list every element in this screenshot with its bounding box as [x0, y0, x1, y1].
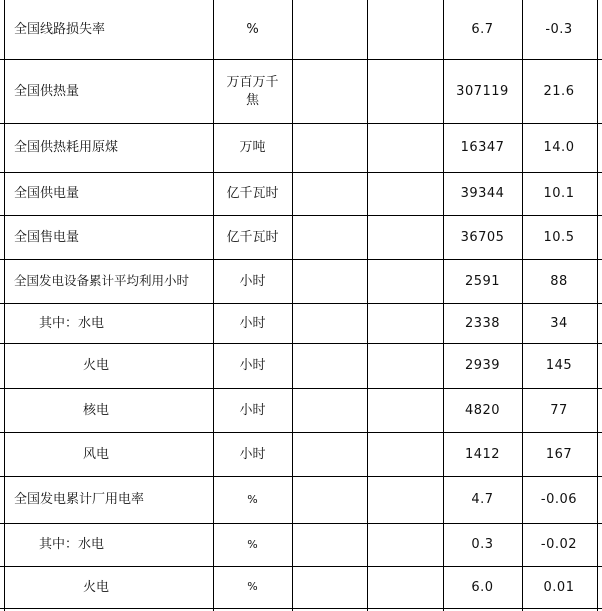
- indicator-unit: 小时: [239, 273, 266, 289]
- indicator-change: 14.0: [543, 140, 575, 156]
- indicator-unit: %: [246, 21, 259, 37]
- indicator-change: 21.6: [543, 83, 575, 99]
- indicator-name: 全国供电量: [14, 186, 80, 202]
- table-row: [0, 344, 602, 388]
- indicator-name: 火电: [83, 358, 110, 374]
- indicator-value: 2338: [464, 315, 501, 331]
- indicator-name: 风电: [83, 446, 110, 462]
- indicator-value: 6.0: [471, 579, 494, 595]
- indicator-change: 77: [550, 402, 568, 418]
- indicator-change: -0.06: [540, 492, 578, 508]
- table-row: [0, 304, 602, 343]
- indicator-unit: 万百万千焦: [226, 74, 279, 108]
- indicator-unit: 小时: [239, 358, 266, 374]
- indicator-unit: %: [247, 580, 258, 594]
- indicator-value: 2591: [464, 273, 501, 289]
- indicator-value: 2939: [464, 358, 501, 374]
- indicator-unit: 小时: [239, 315, 266, 331]
- table-row: [0, 216, 602, 259]
- indicator-unit: %: [247, 537, 258, 551]
- table-row: [0, 60, 602, 123]
- indicator-change: 34: [550, 315, 568, 331]
- indicator-value: 4.7: [471, 492, 494, 508]
- indicator-name: 火电: [83, 579, 110, 595]
- indicator-change: 167: [545, 446, 573, 462]
- indicator-change: -0.02: [540, 537, 578, 553]
- table-row: [0, 124, 602, 172]
- indicator-name: 全国发电设备累计平均利用小时: [14, 273, 190, 289]
- indicator-change: 0.01: [543, 579, 575, 595]
- indicator-unit: %: [247, 492, 258, 506]
- indicator-change: 145: [545, 358, 573, 374]
- table-row: [0, 0, 602, 59]
- indicator-value: 0.3: [471, 537, 494, 553]
- indicator-value: 36705: [460, 229, 505, 245]
- indicator-change: 10.1: [543, 186, 575, 202]
- indicator-change: 10.5: [543, 229, 575, 245]
- table-row: [0, 524, 602, 566]
- table-row: [0, 260, 602, 303]
- row-divider: [0, 608, 602, 609]
- table-row: [0, 477, 602, 523]
- indicator-name: 全国供热耗用原煤: [14, 140, 119, 156]
- indicator-name: 其中：水电: [39, 537, 105, 553]
- indicator-unit: 小时: [239, 402, 266, 418]
- indicator-value: 4820: [464, 402, 501, 418]
- indicator-unit: 亿千瓦时: [226, 186, 279, 202]
- table-row: [0, 433, 602, 476]
- indicator-change: 88: [550, 273, 568, 289]
- indicator-name: 全国供热量: [14, 83, 80, 99]
- indicator-value: 16347: [460, 140, 505, 156]
- indicator-unit: 万吨: [239, 140, 266, 156]
- indicator-change: -0.3: [545, 21, 573, 37]
- indicator-value: 1412: [464, 446, 501, 462]
- indicator-name: 全国线路损失率: [14, 21, 106, 37]
- indicator-name: 核电: [83, 402, 110, 418]
- indicator-value: 39344: [460, 186, 505, 202]
- indicator-name: 全国售电量: [14, 229, 80, 245]
- indicator-value: 6.7: [471, 21, 494, 37]
- table-row: [0, 567, 602, 608]
- indicator-unit: 小时: [239, 446, 266, 462]
- table-row: [0, 389, 602, 432]
- indicator-name: 其中：水电: [39, 315, 105, 331]
- indicator-value: 307119: [456, 83, 509, 99]
- indicator-name: 全国发电累计厂用电率: [14, 492, 145, 508]
- indicator-unit: 亿千瓦时: [226, 229, 279, 245]
- table-row: [0, 173, 602, 215]
